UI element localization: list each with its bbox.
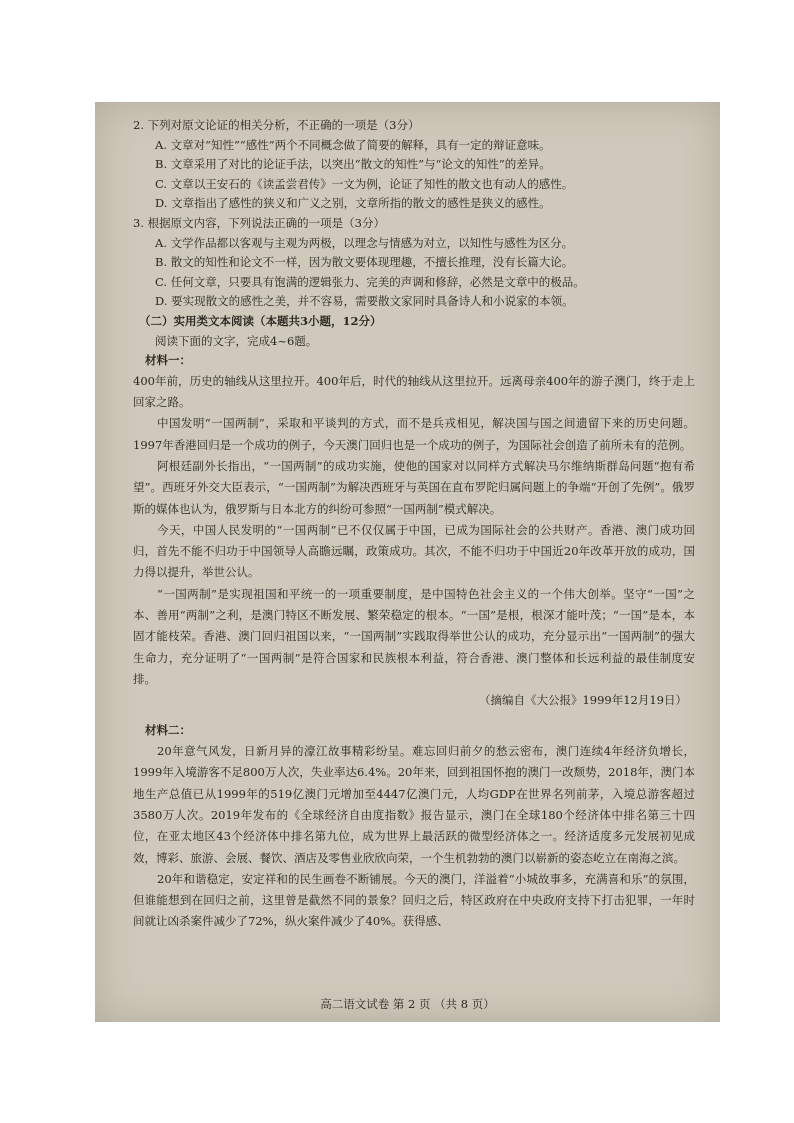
question-2-stem: 2. 下列对原文论证的相关分析，不正确的一项是（3分） — [133, 118, 420, 132]
question-3-option-d: D. 要实现散文的感性之美，并不容易，需要散文家同时具备诗人和小说家的本领。 — [155, 294, 574, 309]
material-1-paragraph: 阿根廷副外长指出，“一国两制”的成功实施，使他的国家对以同样方式解决马尔维纳斯群岛问题“抱有希望”。西班牙外交大臣表示，“一国两制”为解决西班牙与英国在直布罗陀归属问题上的争端“开创了先例”。俄罗斯的媒体也认为，俄罗斯与日本北方的纠纷可参照“一国两制”模式解决。 — [133, 458, 695, 516]
question-3-stem: 3. 根据原文内容，下列说法正确的一项是（3分） — [133, 215, 385, 230]
material-1-paragraph: 今天，中国人民发明的“一国两制”已不仅仅属于中国，已成为国际社会的公共财产。香港、澳门成功回归，首先不能不归功于中国领导人高瞻远瞩，政策成功。其次，不能不归功于中国近20年改革开放的成功，国力得以提升，举世公认。 — [133, 522, 695, 580]
material-1-label: 材料一： — [145, 353, 191, 368]
material-1-body — [133, 371, 695, 712]
question-2-option-b: B. 文章采用了对比的论证手法，以突出“散文的知性”与“论文的知性”的差异。 — [155, 157, 551, 172]
page-content — [133, 116, 695, 933]
material-1-paragraph: “一国两制”是实现祖国和平统一的一项重要制度，是中国特色社会主义的一个伟大创举。坚守“一国”之本、善用“两制”之利，是澳门特区不断发展、繁荣稳定的根本。“一国”是根，根深才能叶茂；“一国”是本，本固才能枝荣。香港、澳门回归祖国以来，“一国两制”实践取得举世公认的成功，充分显示出“一国两制”的强大生命力，充分证明了“一国两制”是符合国家和民族根本利益，符合香港、澳门整体和长远利益的最佳制度安排。 — [133, 586, 695, 686]
question-2-option-d: D. 文章指出了感性的狭义和广义之别，文章所指的散文的感性是狭义的感性。 — [155, 196, 551, 211]
question-3-option-c: C. 任何文章，只要具有饱满的逻辑张力、完美的声调和修辞，必然是文章中的极品。 — [155, 274, 585, 289]
material-2-paragraph: 20年和谐稳定，安定祥和的民生画卷不断铺展。今天的澳门，洋溢着“小城故事多，充满喜和乐”的氛围，但谁能想到在回归之前，这里曾是截然不同的景象？回归之后，特区政府在中央政府支持下打击犯罪，一年时间就让凶杀案件减少了72%，纵火案件减少了40%。获得感、 — [133, 871, 695, 929]
question-3-option-a: A. 文学作品都以客观与主观为两极，以理念与情感为对立，以知性与感性为区分。 — [155, 235, 574, 250]
material-2-label: 材料二： — [145, 723, 191, 738]
material-1-paragraph: 中国发明“一国两制”，采取和平谈判的方式，而不是兵戎相见，解决国与国之间遗留下来的历史问题。1997年香港回归是一个成功的例子，今天澳门回归也是一个成功的例子，为国际社会创造了前所未有的范例。 — [133, 416, 695, 452]
section-title: （二）实用类文本阅读（本题共3小题，12分） — [139, 313, 382, 328]
spacer — [133, 711, 695, 721]
material-1-paragraph: 400年前，历史的轴线从这里拉开。400年后，时代的轴线从这里拉开。远离母亲400年的游子澳门，终于走上回家之路。 — [133, 373, 695, 410]
exam-page — [95, 102, 720, 1022]
section-intro: 阅读下面的文字，完成4~6题。 — [155, 333, 318, 348]
question-2-option-c: C. 文章以王安石的《读孟尝君传》一文为例，论证了知性的散文也有动人的感性。 — [155, 176, 574, 191]
question-2-option-a: A. 文章对“知性”“感性”两个不同概念做了简要的解释，具有一定的辩证意味。 — [155, 137, 551, 152]
question-3-option-b: B. 散文的知性和论文不一样，因为散文要体现理趣，不擅长推理，没有长篇大论。 — [155, 255, 574, 270]
material-1-source: （摘编自《大公报》1999年12月19日） — [478, 693, 687, 708]
material-2-paragraph: 20年意气风发，日新月异的濠江故事精彩纷呈。难忘回归前夕的愁云密布，澳门连续4年经济负增长，1999年入境游客不足800万人次，失业率达6.4%。20年来，回到祖国怀抱的澳门一改颓势，2018年，澳门本地生产总值已从1999年的519亿澳门元增加至4447亿澳门元，人均GDP在世界名列前茅，入境总游客超过3580万人次。2019年发布的《全球经济自由度指数》报告显示，澳门在全球180个经济体中排名第三十四位，在亚太地区43个经济体中排名第九位，成为世界上最活跃的微型经济体之一。经济适度多元发展初见成效，博彩、旅游、会展、餐饮、酒店及零售业欣欣向荣，一个生机勃勃的澳门以崭新的姿态屹立在南海之滨。 — [133, 744, 695, 865]
material-2-body — [133, 741, 695, 933]
page-footer: 高二语文试卷 第 2 页 （共 8 页） — [320, 997, 495, 1011]
